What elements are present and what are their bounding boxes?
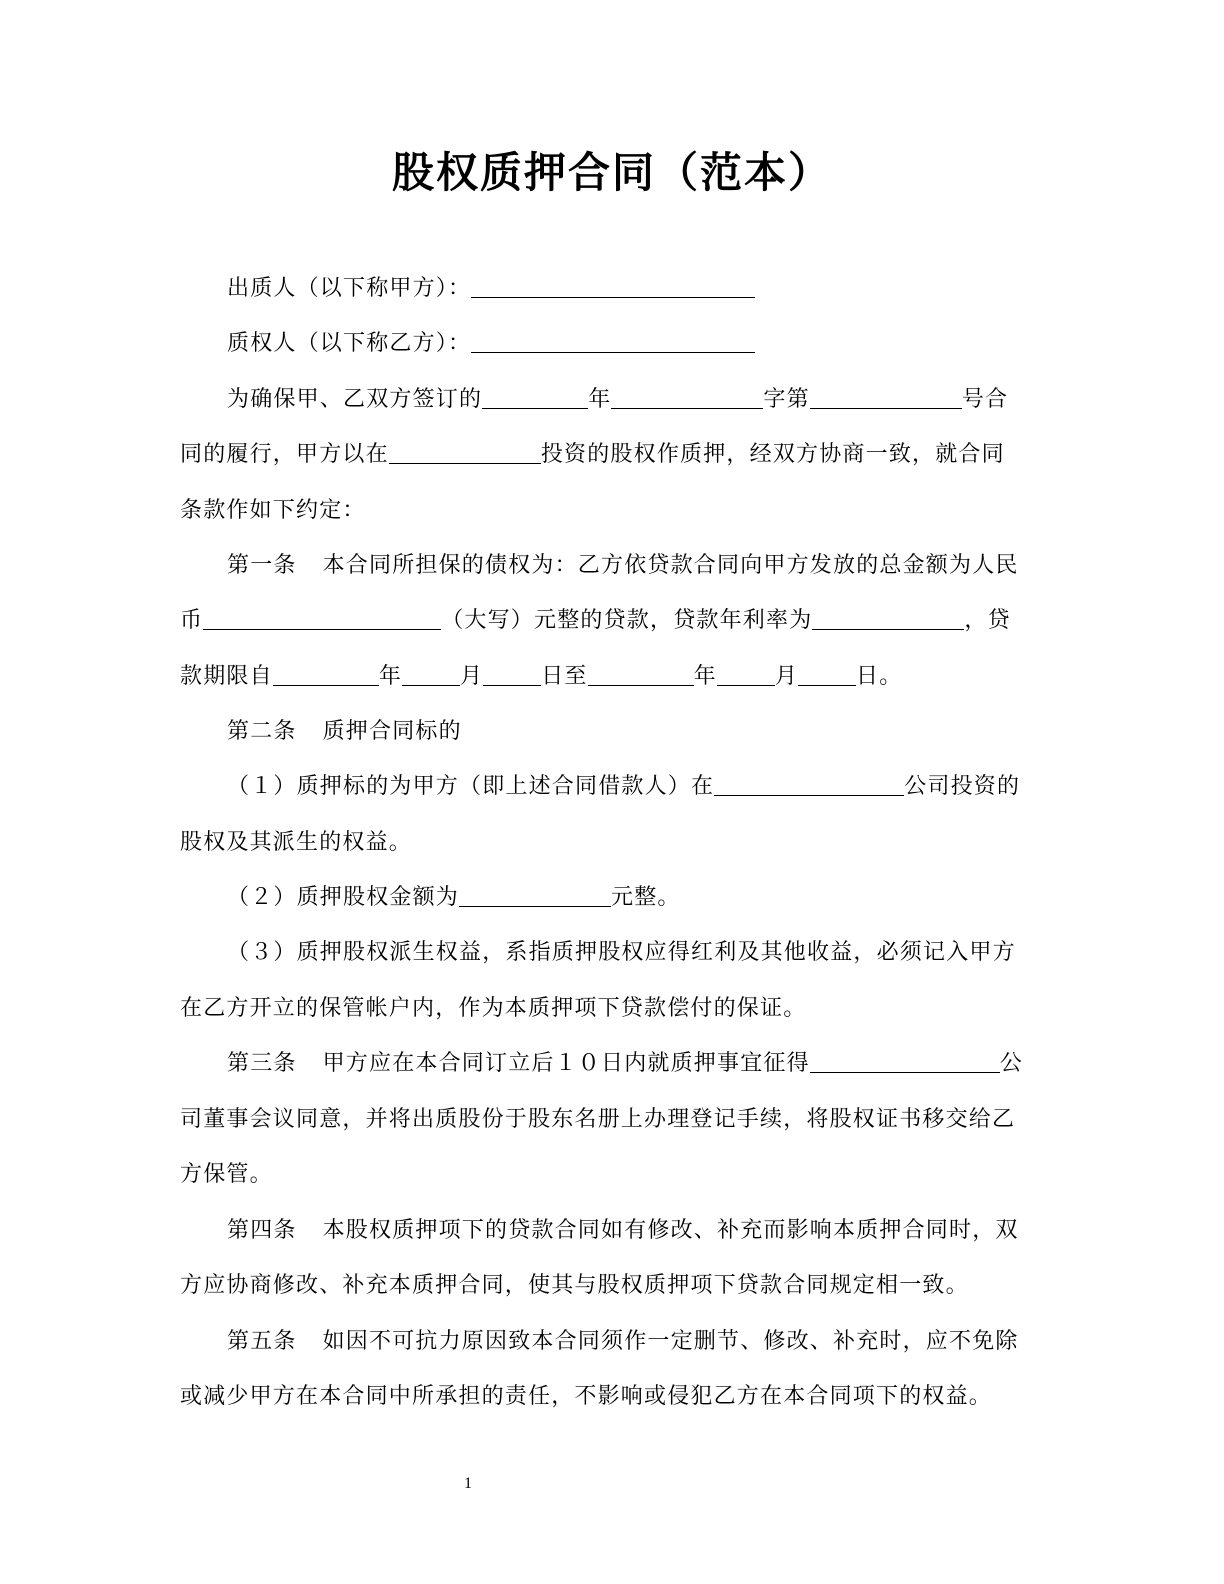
article-4-line-1 <box>227 1216 1040 1246</box>
article-text: （３）质押股权派生权益，系指质押股权应得红利及其他收益，必须记入甲方 <box>227 940 1016 965</box>
article-text: 或减少甲方在本合同中所承担的责任，不影响或侵犯乙方在本合同项下的权益。 <box>180 1384 993 1409</box>
article-5-line-1 <box>227 1327 1040 1357</box>
article-heading: 第五条 <box>227 1329 297 1354</box>
article-1-line-2 <box>180 606 1040 636</box>
article-2-heading-line <box>227 717 1040 747</box>
pledged-amount-blank[interactable] <box>459 884 611 907</box>
article-2-item-1-line-1 <box>227 772 1040 802</box>
preamble-number-text: 号合 <box>961 387 1009 412</box>
board-company-blank[interactable] <box>810 1050 1000 1073</box>
article-text: 币 <box>180 608 204 633</box>
day-text: 日。 <box>856 664 903 689</box>
article-text: （１）质押标的为甲方（即上述合同借款人）在 <box>227 774 715 799</box>
article-heading: 第三条 <box>227 1051 297 1076</box>
article-3-line-3 <box>180 1160 1040 1190</box>
pledged-company-blank[interactable] <box>714 773 904 796</box>
article-2-item-2 <box>227 883 1040 913</box>
article-text: 方应协商修改、补充本质押合同，使其与股权质押项下贷款合同规定相一致。 <box>180 1273 969 1298</box>
page-number: 1 <box>464 1475 472 1492</box>
article-text: （２）质押股权金额为 <box>227 885 460 910</box>
preamble-year-text: 年 <box>588 387 612 412</box>
article-text: （大写）元整的贷款，贷款年利率为 <box>441 608 813 633</box>
article-text: 司董事会议同意，并将出质股份于股东名册上办理登记手续，将股权证书移交给乙 <box>180 1107 1016 1132</box>
article-text: 本合同所担保的债权为：乙方依贷款合同向甲方发放的总金额为人民 <box>322 553 1019 578</box>
month-text: 月 <box>460 664 484 689</box>
contract-number-blank[interactable] <box>810 386 962 409</box>
preamble-text: 同的履行，甲方以在 <box>180 442 389 467</box>
article-5-line-2 <box>180 1382 1040 1412</box>
article-2-item-3-line-1 <box>227 938 1040 968</box>
pledgee-label: 质权人（以下称乙方）： <box>227 331 472 356</box>
article-1-line-1 <box>227 551 1040 581</box>
year-text: 年 <box>693 664 717 689</box>
article-text: 方保管。 <box>180 1162 273 1187</box>
article-text: 公司投资的 <box>904 774 1021 799</box>
article-heading: 第一条 <box>227 553 297 578</box>
article-text: 款期限自 <box>180 664 273 689</box>
month-text: 月 <box>774 664 799 689</box>
article-heading: 第二条 <box>227 719 297 744</box>
article-3-line-2 <box>180 1105 1040 1135</box>
article-text: ，贷 <box>964 608 1011 633</box>
contract-year-blank[interactable] <box>482 386 588 409</box>
preamble-text: 投资的股权作质押，经双方协商一致，就合同 <box>540 442 1005 467</box>
article-text: 质押合同标的 <box>322 719 462 744</box>
article-2-item-3-line-2 <box>180 994 1040 1024</box>
preamble-text: 条款作如下约定： <box>180 498 366 523</box>
document-title: 股权质押合同（范本） <box>391 148 832 197</box>
start-month-blank[interactable] <box>402 663 460 686</box>
preamble-line-1 <box>227 385 1040 415</box>
loan-amount-blank[interactable] <box>203 607 441 630</box>
article-text: 本股权质押项下的贷款合同如有修改、补充而影响本质押合同时，双 <box>322 1218 1019 1243</box>
pledgor-line <box>227 274 1040 304</box>
end-day-blank[interactable] <box>798 663 856 686</box>
article-text: 元整。 <box>611 885 681 910</box>
preamble-line-2 <box>180 440 1040 470</box>
article-heading: 第四条 <box>227 1218 297 1243</box>
article-text: 甲方应在本合同订立后１０日内就质押事宜征得 <box>322 1051 810 1076</box>
article-2-item-1-line-2 <box>180 828 1040 858</box>
pledgee-line <box>227 329 1040 359</box>
preamble-word-text: 字第 <box>763 387 810 412</box>
article-text: 公 <box>999 1051 1024 1076</box>
year-text: 年 <box>378 664 403 689</box>
preamble-line-3 <box>180 496 1040 526</box>
article-text: 如因不可抗力原因致本合同须作一定删节、修改、补充时，应不免除 <box>322 1329 1019 1354</box>
end-year-blank[interactable] <box>588 663 694 686</box>
start-year-blank[interactable] <box>273 663 379 686</box>
article-text: 在乙方开立的保管帐户内，作为本质押项下贷款偿付的保证。 <box>180 996 807 1021</box>
day-text: 日至 <box>541 664 588 689</box>
article-text: 股权及其派生的权益。 <box>180 830 413 855</box>
invest-company-blank[interactable] <box>389 441 541 464</box>
article-1-line-3 <box>180 662 1040 692</box>
pledgee-blank[interactable] <box>471 330 755 353</box>
pledgor-blank[interactable] <box>471 275 755 298</box>
start-day-blank[interactable] <box>483 663 541 686</box>
end-month-blank[interactable] <box>717 663 775 686</box>
article-3-line-1 <box>227 1049 1040 1079</box>
pledgor-label: 出质人（以下称甲方）： <box>227 276 472 301</box>
contract-word-blank[interactable] <box>611 386 763 409</box>
article-4-line-2 <box>180 1271 1040 1301</box>
interest-rate-blank[interactable] <box>812 607 964 630</box>
preamble-text: 为确保甲、乙双方签订的 <box>227 387 483 412</box>
